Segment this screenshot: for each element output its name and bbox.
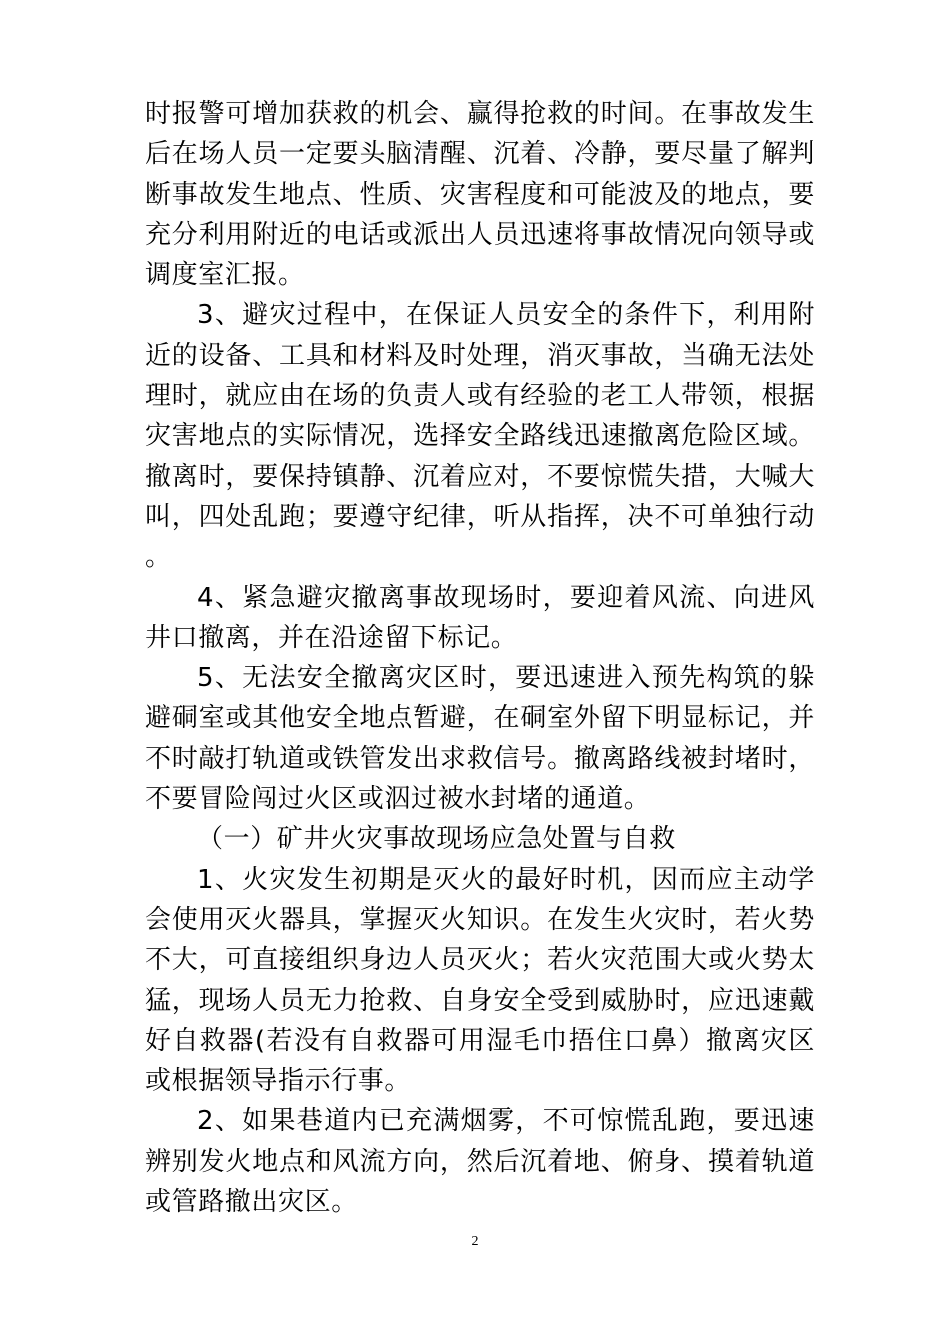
paragraph-continuation: 时报警可增加获救的机会、赢得抢救的时间。在事故发生后在场人员一定要头脑清醒、沉着、冷静，要尽量了解判断事故发生地点、性质、灾害程度和可能波及的地点，要充分利用附近的电话或派出人员迅速将事故情况向领导或调度室汇报。 <box>145 99 815 291</box>
page-number: 2 <box>471 1234 479 1249</box>
paragraph-item-4: 4、紧急避灾撤离事故现场时，要迎着风流、向进风井口撤离，并在沿途留下标记。 <box>145 582 815 653</box>
paragraph-item-3: 3、避灾过程中，在保证人员安全的条件下，利用附近的设备、工具和材料及时处理，消灭事故，当确无法处理时，就应由在场的负责人或有经验的老工人带领，根据灾害地点的实际情况，选择安全路线迅速撤离危险区域。撤离时，要保持镇静、沉着应对，不要惊慌失措，大喊大叫，四处乱跑；要遵守纪律，听从指挥，决不可单独行动。 <box>145 300 815 573</box>
paragraph-fire-item-2: 2、如果巷道内已充满烟雾，不可惊慌乱跑，要迅速辨别发火地点和风流方向，然后沉着地、俯身、摸着轨道或管路撤出灾区。 <box>145 1106 815 1218</box>
paragraph-item-5: 5、无法安全撤离灾区时，要迅速进入预先构筑的躲避硐室或其他安全地点暂避，在硐室外留下明显标记，并不时敲打轨道或铁管发出求救信号。撤离路线被封堵时，不要冒险闯过火区或泅过被水封堵的通道。 <box>145 663 815 815</box>
paragraph-fire-item-1: 1、火灾发生初期是灭火的最好时机，因而应主动学会使用灭火器具，掌握灭火知识。在发生火灾时，若火势不大，可直接组织身边人员灭火；若火灾范围大或火势太猛，现场人员无力抢救、自身安全受到威胁时，应迅速戴好自救器(若没有自救器可用湿毛巾捂住口鼻）撤离灾区或根据领导指示行事。 <box>145 864 815 1097</box>
document-body <box>145 94 815 1222</box>
section-heading-fire: （一）矿井火灾事故现场应急处置与自救 <box>197 824 676 855</box>
